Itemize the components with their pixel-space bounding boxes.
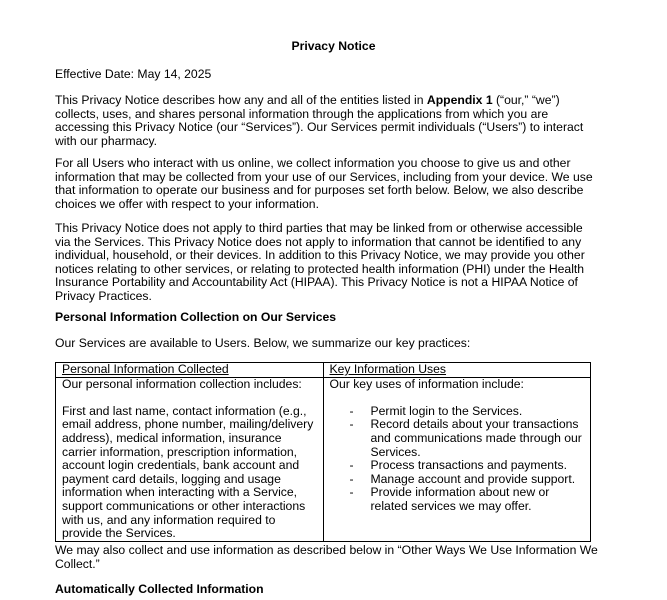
dash-bullet-icon: - (349, 403, 354, 418)
dash-bullet-icon: - (349, 458, 354, 473)
list-item (330, 486, 585, 513)
list-item (330, 473, 585, 487)
table-row (56, 377, 591, 541)
table-header-collected: Personal Information Collected (56, 363, 324, 378)
intro-text-part1: This Privacy Notice describes how any and all of the entities listed in (55, 93, 427, 107)
collection-section-heading: Personal Information Collection on Our Services (55, 310, 337, 324)
table-header-uses: Key Information Uses (323, 363, 591, 378)
users-paragraph: For all Users who interact with us online, we collect information you choose to give us and other information that may be collected from your use of our Services, including from your device. We use that information to operate our business and for purposes set forth below. Below, we also describe choices we offer with respect to your information. (55, 156, 593, 211)
list-item (330, 459, 585, 473)
spacer (62, 391, 317, 405)
dash-bullet-icon: - (349, 417, 354, 432)
dash-bullet-icon: - (349, 471, 354, 486)
collected-body: First and last name, contact information (e.g., email address, phone number, mailing/delivery address), medical information, insurance carrier information, prescription information, account login credentials, bank account and payment card details, logging and usage information when interacting with a Service, support communications or other interactions with us, and any information required to provide the Services. (62, 403, 314, 541)
collection-summary: Our Services are available to Users. Below, we summarize our key practices: (55, 336, 471, 350)
use-text: Permit login to the Services. (370, 403, 523, 418)
information-practices-table (55, 362, 591, 542)
uses-cell (323, 377, 591, 541)
other-ways-paragraph: We may also collect and use information as described below in “Other Ways We Use Information We Collect.” (55, 543, 598, 571)
spacer (330, 391, 585, 405)
intro-text-part2: (“our,” “we”) collects, uses, and shares personal information through the applications from which you are accessing this Privacy Notice (our “Services”). Our Services permit individuals (“Users”) to interact with our pharmacy. (55, 93, 584, 148)
list-item (330, 418, 585, 459)
list-item (330, 405, 585, 419)
page-title: Privacy Notice (291, 39, 376, 53)
appendix-reference: Appendix 1 (426, 93, 493, 107)
use-text: Record details about your transactions and communications made through our Services. (370, 417, 582, 459)
dash-bullet-icon: - (349, 485, 354, 500)
auto-collected-heading: Automatically Collected Information (55, 582, 264, 596)
use-text: Provide information about new or related services we may offer. (370, 485, 550, 513)
collected-intro: Our personal information collection includes: (62, 376, 302, 391)
table-header-row (56, 363, 591, 378)
use-text: Manage account and provide support. (370, 471, 576, 486)
use-text: Process transactions and payments. (370, 458, 567, 473)
intro-paragraph (55, 94, 600, 148)
scope-paragraph: This Privacy Notice does not apply to third parties that may be linked from or otherwise accessible via the Services. This Privacy Notice does not apply to information that cannot be identified to any individual, household, or their devices. In addition to this Privacy Notice, we may provide you other notices relating to other services, or relating to protected health information (PHI) under the Health Insurance Portability and Accountability Act (HIPAA). This Privacy Notice is not a HIPAA Notice of Privacy Practices. (55, 221, 585, 303)
collected-cell (56, 377, 324, 541)
uses-list (330, 405, 585, 514)
uses-intro: Our key uses of information include: (329, 376, 524, 391)
effective-date: Effective Date: May 14, 2025 (55, 67, 212, 81)
